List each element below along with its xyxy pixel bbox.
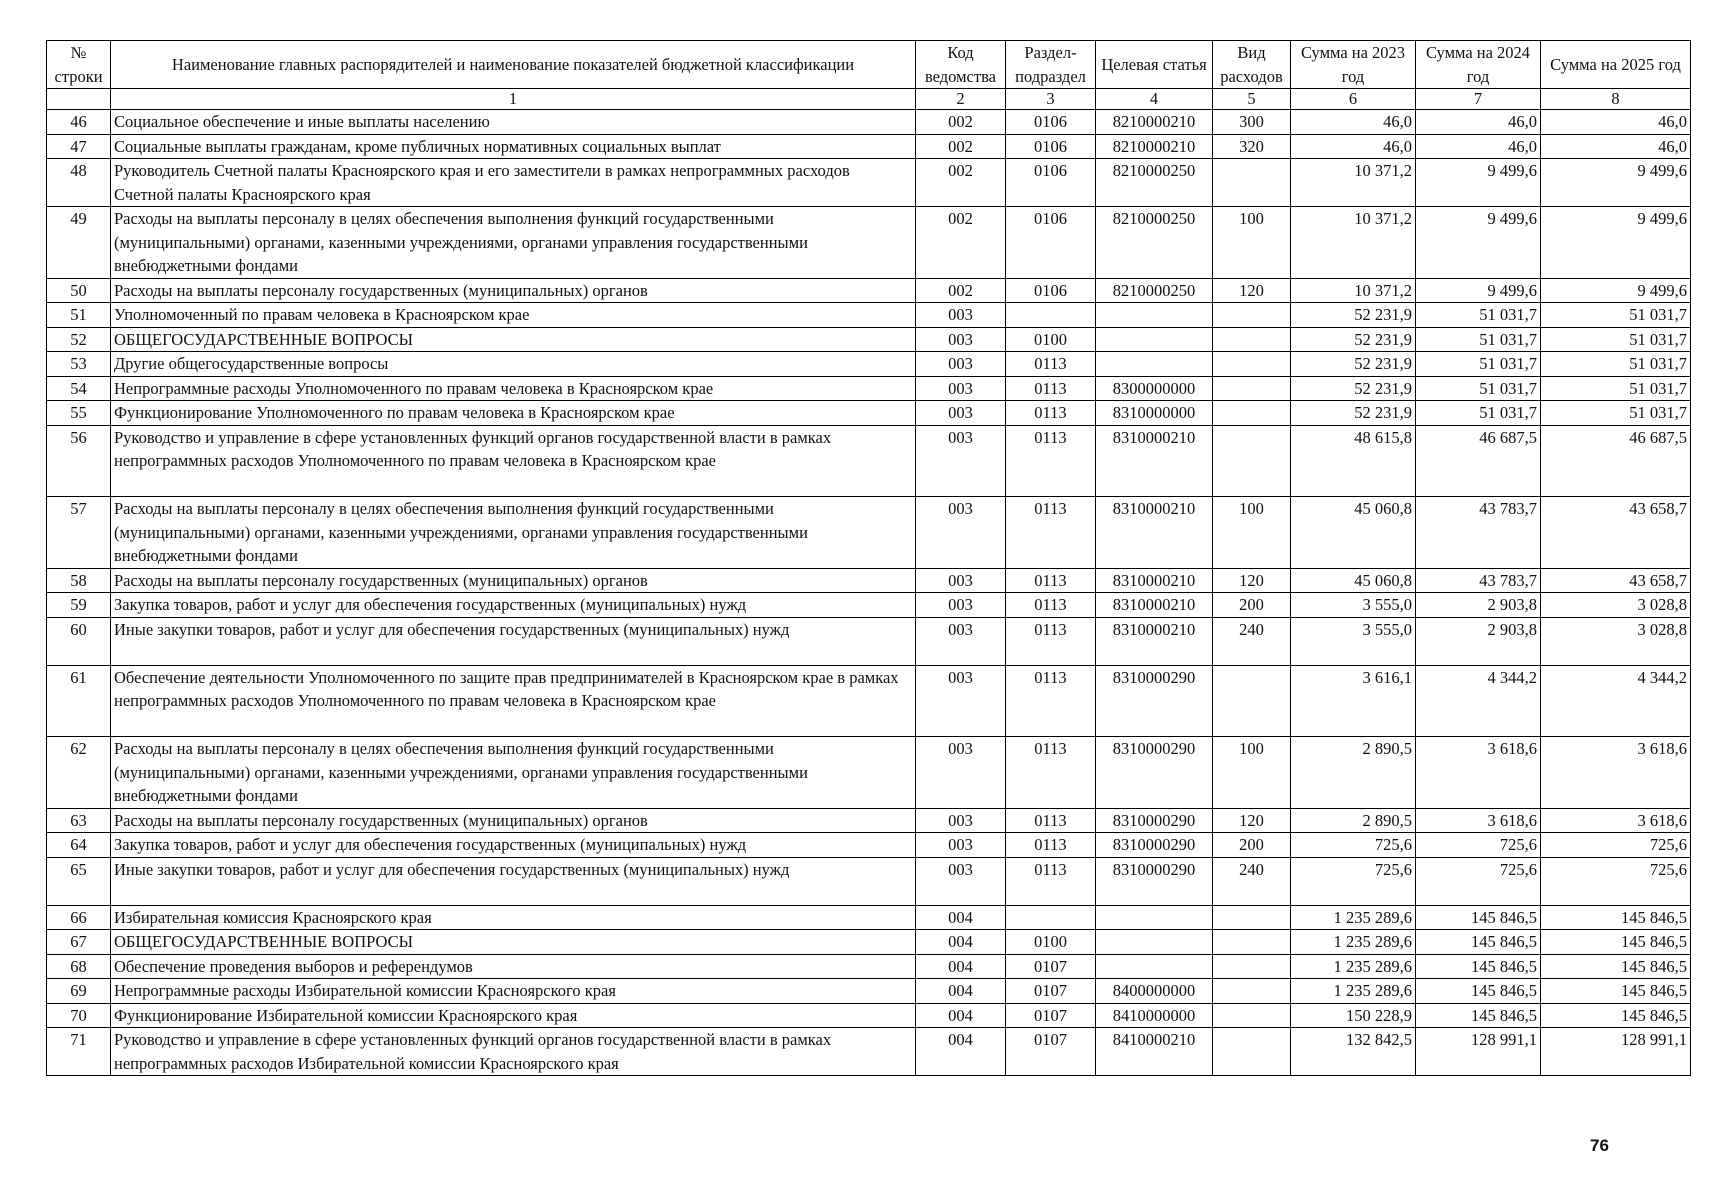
expense-type-cell: 100 xyxy=(1213,497,1291,569)
table-row xyxy=(47,808,1691,833)
department-code-cell: 003 xyxy=(916,303,1006,328)
section-cell: 0106 xyxy=(1006,110,1096,135)
row-name-cell: Расходы на выплаты персоналу государственных (муниципальных) органов xyxy=(111,278,916,303)
sum-2025-cell: 145 846,5 xyxy=(1541,954,1691,979)
header-sum-2023: Сумма на 2023 год xyxy=(1291,41,1416,89)
row-name-cell: Другие общегосударственные вопросы xyxy=(111,352,916,377)
row-name-cell: Уполномоченный по правам человека в Красноярском крае xyxy=(111,303,916,328)
department-code-cell: 003 xyxy=(916,352,1006,377)
section-cell: 0113 xyxy=(1006,376,1096,401)
column-number: 6 xyxy=(1291,89,1416,110)
table-row xyxy=(47,568,1691,593)
section-cell: 0113 xyxy=(1006,593,1096,618)
sum-2024-cell: 725,6 xyxy=(1416,833,1541,858)
section-cell: 0113 xyxy=(1006,737,1096,809)
sum-2025-cell: 46 687,5 xyxy=(1541,425,1691,497)
row-number-cell: 67 xyxy=(47,930,111,955)
department-code-cell: 002 xyxy=(916,159,1006,207)
sum-2023-cell: 3 616,1 xyxy=(1291,665,1416,737)
row-name-cell: Закупка товаров, работ и услуг для обеспечения государственных (муниципальных) нужд xyxy=(111,833,916,858)
column-number: 7 xyxy=(1416,89,1541,110)
section-cell: 0113 xyxy=(1006,425,1096,497)
sum-2024-cell: 9 499,6 xyxy=(1416,278,1541,303)
sum-2024-cell: 2 903,8 xyxy=(1416,617,1541,665)
sum-2025-cell: 43 658,7 xyxy=(1541,568,1691,593)
target-article-cell: 8210000210 xyxy=(1096,134,1213,159)
table-row xyxy=(47,110,1691,135)
column-number: 4 xyxy=(1096,89,1213,110)
row-number-cell: 60 xyxy=(47,617,111,665)
row-name-cell: Социальные выплаты гражданам, кроме публичных нормативных социальных выплат xyxy=(111,134,916,159)
sum-2024-cell: 2 903,8 xyxy=(1416,593,1541,618)
table-row xyxy=(47,737,1691,809)
section-cell: 0100 xyxy=(1006,327,1096,352)
target-article-cell xyxy=(1096,327,1213,352)
department-code-cell: 003 xyxy=(916,497,1006,569)
row-name-cell: Расходы на выплаты персоналу в целях обеспечения выполнения функций государственными (муниципальными) органами, казенными учреждениями, органами управления государственными внебюджетными фондами xyxy=(111,737,916,809)
row-number-cell: 52 xyxy=(47,327,111,352)
budget-table xyxy=(46,40,1691,1076)
department-code-cell: 002 xyxy=(916,207,1006,279)
column-number: 8 xyxy=(1541,89,1691,110)
department-code-cell: 003 xyxy=(916,833,1006,858)
sum-2024-cell: 3 618,6 xyxy=(1416,737,1541,809)
row-name-cell: Иные закупки товаров, работ и услуг для обеспечения государственных (муниципальных) нужд xyxy=(111,617,916,665)
department-code-cell: 003 xyxy=(916,617,1006,665)
department-code-cell: 003 xyxy=(916,857,1006,905)
sum-2023-cell: 1 235 289,6 xyxy=(1291,905,1416,930)
target-article-cell: 8400000000 xyxy=(1096,979,1213,1004)
target-article-cell: 8300000000 xyxy=(1096,376,1213,401)
expense-type-cell: 100 xyxy=(1213,737,1291,809)
target-article-cell: 8310000210 xyxy=(1096,497,1213,569)
table-body xyxy=(47,110,1691,1076)
sum-2025-cell: 51 031,7 xyxy=(1541,352,1691,377)
table-row xyxy=(47,833,1691,858)
expense-type-cell xyxy=(1213,425,1291,497)
target-article-cell: 8310000210 xyxy=(1096,425,1213,497)
department-code-cell: 004 xyxy=(916,905,1006,930)
sum-2025-cell: 3 028,8 xyxy=(1541,617,1691,665)
header-sum-2025: Сумма на 2025 год xyxy=(1541,41,1691,89)
table-row xyxy=(47,857,1691,905)
sum-2023-cell: 10 371,2 xyxy=(1291,159,1416,207)
sum-2025-cell: 4 344,2 xyxy=(1541,665,1691,737)
sum-2023-cell: 45 060,8 xyxy=(1291,497,1416,569)
column-number: 3 xyxy=(1006,89,1096,110)
sum-2024-cell: 43 783,7 xyxy=(1416,568,1541,593)
section-cell: 0113 xyxy=(1006,808,1096,833)
table-row xyxy=(47,665,1691,737)
table-row xyxy=(47,207,1691,279)
section-cell: 0113 xyxy=(1006,617,1096,665)
sum-2023-cell: 52 231,9 xyxy=(1291,401,1416,426)
section-cell: 0113 xyxy=(1006,352,1096,377)
row-number-cell: 69 xyxy=(47,979,111,1004)
department-code-cell: 003 xyxy=(916,737,1006,809)
target-article-cell xyxy=(1096,905,1213,930)
row-number-cell: 59 xyxy=(47,593,111,618)
sum-2024-cell: 145 846,5 xyxy=(1416,905,1541,930)
row-number-cell: 65 xyxy=(47,857,111,905)
budget-table-sheet xyxy=(46,40,1690,1076)
table-row xyxy=(47,979,1691,1004)
expense-type-cell: 100 xyxy=(1213,207,1291,279)
sum-2025-cell: 43 658,7 xyxy=(1541,497,1691,569)
table-row xyxy=(47,327,1691,352)
sum-2024-cell: 51 031,7 xyxy=(1416,376,1541,401)
target-article-cell: 8310000210 xyxy=(1096,593,1213,618)
section-cell: 0107 xyxy=(1006,954,1096,979)
expense-type-cell: 240 xyxy=(1213,617,1291,665)
sum-2024-cell: 51 031,7 xyxy=(1416,401,1541,426)
target-article-cell: 8310000290 xyxy=(1096,833,1213,858)
expense-type-cell xyxy=(1213,376,1291,401)
sum-2023-cell: 3 555,0 xyxy=(1291,617,1416,665)
sum-2024-cell: 43 783,7 xyxy=(1416,497,1541,569)
expense-type-cell xyxy=(1213,905,1291,930)
section-cell: 0113 xyxy=(1006,665,1096,737)
section-cell: 0113 xyxy=(1006,857,1096,905)
section-cell: 0106 xyxy=(1006,207,1096,279)
department-code-cell: 003 xyxy=(916,593,1006,618)
target-article-cell: 8410000000 xyxy=(1096,1003,1213,1028)
sum-2023-cell: 2 890,5 xyxy=(1291,808,1416,833)
row-number-cell: 64 xyxy=(47,833,111,858)
sum-2023-cell: 1 235 289,6 xyxy=(1291,930,1416,955)
target-article-cell: 8210000250 xyxy=(1096,207,1213,279)
sum-2023-cell: 46,0 xyxy=(1291,110,1416,135)
sum-2025-cell: 145 846,5 xyxy=(1541,930,1691,955)
department-code-cell: 004 xyxy=(916,979,1006,1004)
page-number: 76 xyxy=(1590,1136,1609,1155)
header-target-article: Целевая статья xyxy=(1096,41,1213,89)
expense-type-cell: 200 xyxy=(1213,593,1291,618)
department-code-cell: 004 xyxy=(916,954,1006,979)
sum-2024-cell: 9 499,6 xyxy=(1416,207,1541,279)
target-article-cell xyxy=(1096,954,1213,979)
sum-2023-cell: 2 890,5 xyxy=(1291,737,1416,809)
sum-2024-cell: 51 031,7 xyxy=(1416,352,1541,377)
table-row xyxy=(47,954,1691,979)
row-name-cell: Расходы на выплаты персоналу в целях обеспечения выполнения функций государственными (муниципальными) органами, казенными учреждениями, органами управления государственными внебюджетными фондами xyxy=(111,497,916,569)
sum-2025-cell: 725,6 xyxy=(1541,833,1691,858)
header-expense-type: Вид расходов xyxy=(1213,41,1291,89)
department-code-cell: 004 xyxy=(916,1028,1006,1076)
sum-2025-cell: 9 499,6 xyxy=(1541,159,1691,207)
expense-type-cell xyxy=(1213,352,1291,377)
expense-type-cell xyxy=(1213,401,1291,426)
row-number-cell: 48 xyxy=(47,159,111,207)
row-name-cell: Функционирование Уполномоченного по правам человека в Красноярском крае xyxy=(111,401,916,426)
expense-type-cell: 120 xyxy=(1213,808,1291,833)
section-cell: 0113 xyxy=(1006,568,1096,593)
row-name-cell: Расходы на выплаты персоналу государственных (муниципальных) органов xyxy=(111,808,916,833)
sum-2023-cell: 3 555,0 xyxy=(1291,593,1416,618)
table-row xyxy=(47,617,1691,665)
sum-2024-cell: 51 031,7 xyxy=(1416,327,1541,352)
header-name: Наименование главных распорядителей и наименование показателей бюджетной классификации xyxy=(111,41,916,89)
row-number-cell: 50 xyxy=(47,278,111,303)
sum-2025-cell: 3 618,6 xyxy=(1541,737,1691,809)
sum-2024-cell: 46,0 xyxy=(1416,110,1541,135)
column-number-row xyxy=(47,89,1691,110)
column-number: 5 xyxy=(1213,89,1291,110)
table-row xyxy=(47,593,1691,618)
expense-type-cell: 300 xyxy=(1213,110,1291,135)
row-name-cell: Руководитель Счетной палаты Красноярского края и его заместители в рамках непрограммных расходов Счетной палаты Красноярского края xyxy=(111,159,916,207)
sum-2023-cell: 725,6 xyxy=(1291,833,1416,858)
sum-2025-cell: 3 618,6 xyxy=(1541,808,1691,833)
sum-2023-cell: 1 235 289,6 xyxy=(1291,954,1416,979)
sum-2024-cell: 145 846,5 xyxy=(1416,979,1541,1004)
target-article-cell: 8310000210 xyxy=(1096,617,1213,665)
sum-2024-cell: 3 618,6 xyxy=(1416,808,1541,833)
row-name-cell: Обеспечение деятельности Уполномоченного по защите прав предпринимателей в Красноярском крае в рамках непрограммных расходов Уполномоченного по правам человека в Красноярском крае xyxy=(111,665,916,737)
table-row xyxy=(47,1028,1691,1076)
sum-2024-cell: 145 846,5 xyxy=(1416,954,1541,979)
target-article-cell xyxy=(1096,930,1213,955)
row-number-cell: 66 xyxy=(47,905,111,930)
sum-2023-cell: 52 231,9 xyxy=(1291,352,1416,377)
section-cell: 0107 xyxy=(1006,979,1096,1004)
section-cell: 0113 xyxy=(1006,401,1096,426)
row-number-cell: 51 xyxy=(47,303,111,328)
row-number-cell: 58 xyxy=(47,568,111,593)
row-number-cell: 63 xyxy=(47,808,111,833)
target-article-cell: 8310000290 xyxy=(1096,737,1213,809)
table-row xyxy=(47,303,1691,328)
department-code-cell: 003 xyxy=(916,808,1006,833)
sum-2025-cell: 145 846,5 xyxy=(1541,905,1691,930)
column-number xyxy=(47,89,111,110)
target-article-cell: 8210000210 xyxy=(1096,110,1213,135)
sum-2024-cell: 51 031,7 xyxy=(1416,303,1541,328)
expense-type-cell xyxy=(1213,327,1291,352)
sum-2024-cell: 4 344,2 xyxy=(1416,665,1541,737)
sum-2025-cell: 51 031,7 xyxy=(1541,327,1691,352)
row-number-cell: 55 xyxy=(47,401,111,426)
department-code-cell: 002 xyxy=(916,278,1006,303)
expense-type-cell xyxy=(1213,930,1291,955)
table-row xyxy=(47,930,1691,955)
sum-2023-cell: 46,0 xyxy=(1291,134,1416,159)
sum-2025-cell: 9 499,6 xyxy=(1541,207,1691,279)
row-name-cell: Расходы на выплаты персоналу государственных (муниципальных) органов xyxy=(111,568,916,593)
section-cell: 0106 xyxy=(1006,278,1096,303)
target-article-cell: 8310000210 xyxy=(1096,568,1213,593)
target-article-cell: 8310000290 xyxy=(1096,665,1213,737)
row-name-cell: Непрограммные расходы Уполномоченного по правам человека в Красноярском крае xyxy=(111,376,916,401)
table-row xyxy=(47,159,1691,207)
expense-type-cell: 120 xyxy=(1213,278,1291,303)
row-number-cell: 61 xyxy=(47,665,111,737)
target-article-cell: 8210000250 xyxy=(1096,159,1213,207)
section-cell: 0106 xyxy=(1006,134,1096,159)
row-name-cell: Расходы на выплаты персоналу в целях обеспечения выполнения функций государственными (муниципальными) органами, казенными учреждениями, органами управления государственными внебюджетными фондами xyxy=(111,207,916,279)
row-name-cell: Руководство и управление в сфере установленных функций органов государственной власти в рамках непрограммных расходов Избирательной комиссии Красноярского края xyxy=(111,1028,916,1076)
department-code-cell: 003 xyxy=(916,401,1006,426)
section-cell: 0113 xyxy=(1006,497,1096,569)
section-cell xyxy=(1006,905,1096,930)
department-code-cell: 004 xyxy=(916,1003,1006,1028)
department-code-cell: 003 xyxy=(916,327,1006,352)
sum-2025-cell: 145 846,5 xyxy=(1541,1003,1691,1028)
column-number: 1 xyxy=(111,89,916,110)
row-number-cell: 46 xyxy=(47,110,111,135)
table-row xyxy=(47,425,1691,497)
sum-2023-cell: 52 231,9 xyxy=(1291,303,1416,328)
section-cell: 0107 xyxy=(1006,1028,1096,1076)
target-article-cell xyxy=(1096,352,1213,377)
department-code-cell: 003 xyxy=(916,665,1006,737)
row-number-cell: 47 xyxy=(47,134,111,159)
department-code-cell: 004 xyxy=(916,930,1006,955)
department-code-cell: 003 xyxy=(916,376,1006,401)
table-row xyxy=(47,134,1691,159)
row-name-cell: Иные закупки товаров, работ и услуг для обеспечения государственных (муниципальных) нужд xyxy=(111,857,916,905)
sum-2024-cell: 145 846,5 xyxy=(1416,930,1541,955)
header-section: Раздел-подраздел xyxy=(1006,41,1096,89)
sum-2025-cell: 128 991,1 xyxy=(1541,1028,1691,1076)
sum-2024-cell: 46 687,5 xyxy=(1416,425,1541,497)
target-article-cell: 8310000290 xyxy=(1096,857,1213,905)
row-name-cell: ОБЩЕГОСУДАРСТВЕННЫЕ ВОПРОСЫ xyxy=(111,327,916,352)
header-row-number: № строки xyxy=(47,41,111,89)
expense-type-cell xyxy=(1213,303,1291,328)
column-number: 2 xyxy=(916,89,1006,110)
sum-2025-cell: 46,0 xyxy=(1541,110,1691,135)
sum-2025-cell: 51 031,7 xyxy=(1541,401,1691,426)
row-name-cell: Функционирование Избирательной комиссии Красноярского края xyxy=(111,1003,916,1028)
department-code-cell: 003 xyxy=(916,568,1006,593)
sum-2023-cell: 132 842,5 xyxy=(1291,1028,1416,1076)
row-number-cell: 57 xyxy=(47,497,111,569)
section-cell: 0106 xyxy=(1006,159,1096,207)
table-row xyxy=(47,497,1691,569)
expense-type-cell: 320 xyxy=(1213,134,1291,159)
sum-2024-cell: 145 846,5 xyxy=(1416,1003,1541,1028)
header-sum-2024: Сумма на 2024 год xyxy=(1416,41,1541,89)
expense-type-cell xyxy=(1213,159,1291,207)
sum-2025-cell: 725,6 xyxy=(1541,857,1691,905)
expense-type-cell: 200 xyxy=(1213,833,1291,858)
row-name-cell: ОБЩЕГОСУДАРСТВЕННЫЕ ВОПРОСЫ xyxy=(111,930,916,955)
header-department-code: Код ведомства xyxy=(916,41,1006,89)
sum-2024-cell: 9 499,6 xyxy=(1416,159,1541,207)
row-number-cell: 71 xyxy=(47,1028,111,1076)
target-article-cell: 8210000250 xyxy=(1096,278,1213,303)
table-row xyxy=(47,376,1691,401)
sum-2024-cell: 128 991,1 xyxy=(1416,1028,1541,1076)
section-cell: 0113 xyxy=(1006,833,1096,858)
row-number-cell: 49 xyxy=(47,207,111,279)
row-name-cell: Социальное обеспечение и иные выплаты населению xyxy=(111,110,916,135)
sum-2023-cell: 1 235 289,6 xyxy=(1291,979,1416,1004)
sum-2024-cell: 725,6 xyxy=(1416,857,1541,905)
table-row xyxy=(47,352,1691,377)
row-name-cell: Закупка товаров, работ и услуг для обеспечения государственных (муниципальных) нужд xyxy=(111,593,916,618)
table-row xyxy=(47,401,1691,426)
expense-type-cell: 120 xyxy=(1213,568,1291,593)
row-name-cell: Обеспечение проведения выборов и референдумов xyxy=(111,954,916,979)
sum-2023-cell: 10 371,2 xyxy=(1291,207,1416,279)
sum-2025-cell: 9 499,6 xyxy=(1541,278,1691,303)
sum-2023-cell: 150 228,9 xyxy=(1291,1003,1416,1028)
sum-2023-cell: 725,6 xyxy=(1291,857,1416,905)
row-number-cell: 62 xyxy=(47,737,111,809)
sum-2023-cell: 52 231,9 xyxy=(1291,376,1416,401)
department-code-cell: 002 xyxy=(916,134,1006,159)
row-number-cell: 54 xyxy=(47,376,111,401)
sum-2025-cell: 3 028,8 xyxy=(1541,593,1691,618)
row-name-cell: Руководство и управление в сфере установленных функций органов государственной власти в рамках непрограммных расходов Уполномоченного по правам человека в Красноярском крае xyxy=(111,425,916,497)
target-article-cell xyxy=(1096,303,1213,328)
sum-2025-cell: 46,0 xyxy=(1541,134,1691,159)
expense-type-cell xyxy=(1213,1003,1291,1028)
department-code-cell: 002 xyxy=(916,110,1006,135)
table-row xyxy=(47,905,1691,930)
sum-2023-cell: 52 231,9 xyxy=(1291,327,1416,352)
section-cell xyxy=(1006,303,1096,328)
target-article-cell: 8310000290 xyxy=(1096,808,1213,833)
row-number-cell: 53 xyxy=(47,352,111,377)
table-row xyxy=(47,278,1691,303)
expense-type-cell: 240 xyxy=(1213,857,1291,905)
sum-2025-cell: 51 031,7 xyxy=(1541,376,1691,401)
row-number-cell: 56 xyxy=(47,425,111,497)
sum-2023-cell: 45 060,8 xyxy=(1291,568,1416,593)
sum-2025-cell: 145 846,5 xyxy=(1541,979,1691,1004)
expense-type-cell xyxy=(1213,979,1291,1004)
sum-2023-cell: 10 371,2 xyxy=(1291,278,1416,303)
section-cell: 0100 xyxy=(1006,930,1096,955)
expense-type-cell xyxy=(1213,954,1291,979)
sum-2024-cell: 46,0 xyxy=(1416,134,1541,159)
table-row xyxy=(47,1003,1691,1028)
row-number-cell: 70 xyxy=(47,1003,111,1028)
row-number-cell: 68 xyxy=(47,954,111,979)
department-code-cell: 003 xyxy=(916,425,1006,497)
sum-2023-cell: 48 615,8 xyxy=(1291,425,1416,497)
target-article-cell: 8410000210 xyxy=(1096,1028,1213,1076)
sum-2025-cell: 51 031,7 xyxy=(1541,303,1691,328)
expense-type-cell xyxy=(1213,665,1291,737)
row-name-cell: Непрограммные расходы Избирательной комиссии Красноярского края xyxy=(111,979,916,1004)
target-article-cell: 8310000000 xyxy=(1096,401,1213,426)
row-name-cell: Избирательная комиссия Красноярского края xyxy=(111,905,916,930)
section-cell: 0107 xyxy=(1006,1003,1096,1028)
expense-type-cell xyxy=(1213,1028,1291,1076)
header-row xyxy=(47,41,1691,89)
